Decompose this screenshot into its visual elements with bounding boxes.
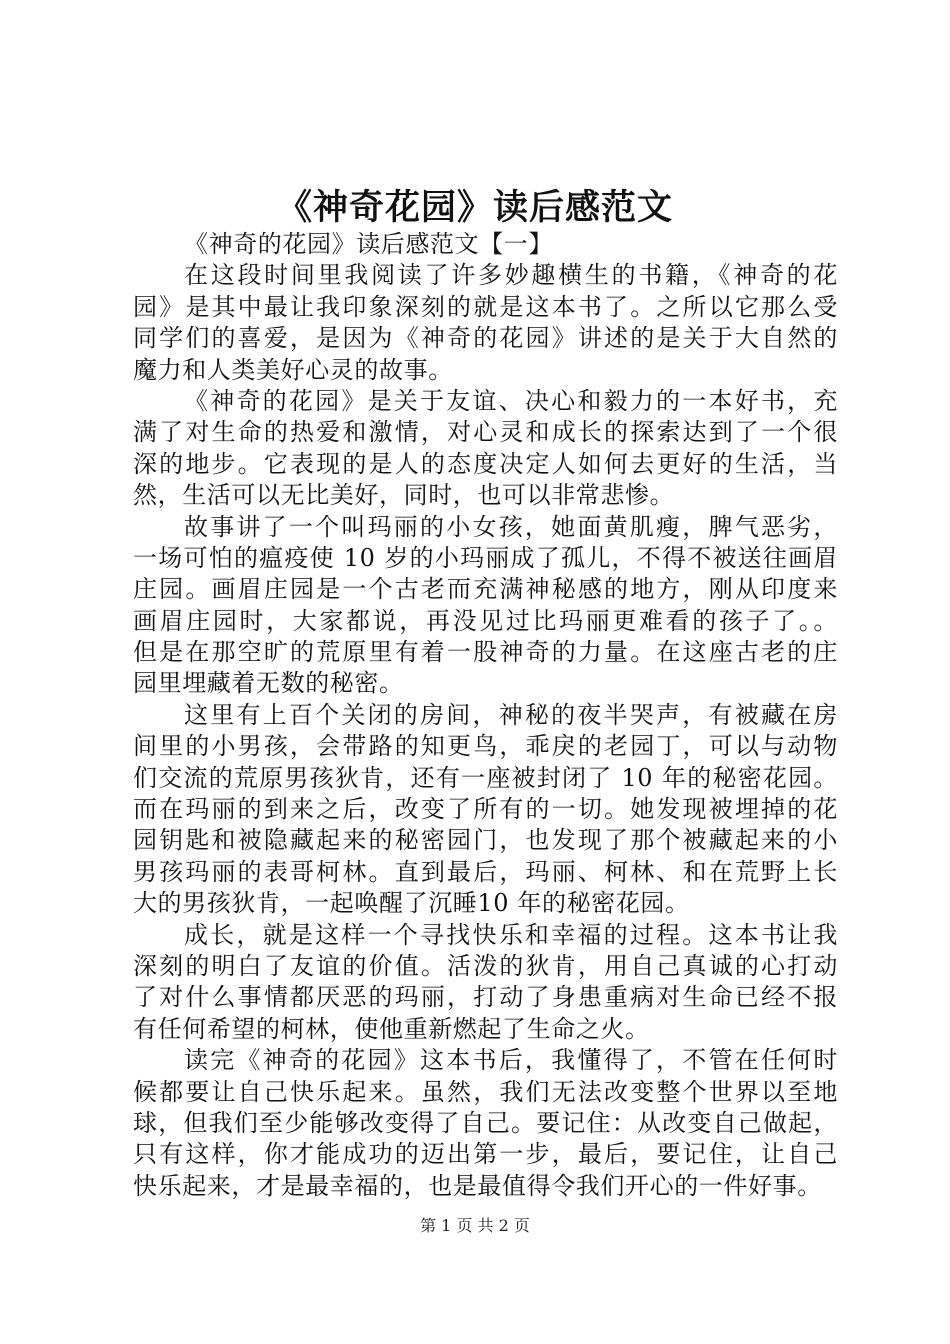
text-line: 一场可怕的瘟疫使 10 岁的小玛丽成了孤儿，不得不被送往画眉 [133, 543, 838, 572]
text-line: 园钥匙和被隐藏起来的秘密园门，也发现了那个被藏起来的小 [133, 826, 838, 855]
paragraph [133, 229, 838, 260]
paragraph [133, 260, 838, 386]
text-line: 只有这样，你才能成功的迈出第一步，最后，要记住，让自己 [133, 1140, 838, 1169]
text-line: 快乐起来，才是最幸福的，也是最值得令我们开心的一件好事。 [133, 1171, 822, 1200]
text-line: 在这段时间里我阅读了许多妙趣横生的书籍，《神奇的花 [184, 261, 838, 290]
text-line: 有任何希望的柯林，使他重新燃起了生命之火。 [133, 1014, 650, 1043]
paragraph [133, 700, 838, 920]
paragraph [133, 1045, 838, 1202]
paragraph [133, 512, 838, 700]
text-line: 深的地步。它表现的是人的态度决定人如何去更好的生活，当 [133, 449, 838, 478]
document-title: 《神奇花园》读后感范文 [276, 187, 673, 228]
text-line: 男孩玛丽的表哥柯林。直到最后，玛丽、柯林、和在荒野上长 [133, 857, 838, 886]
text-line: 园》是其中最让我印象深刻的就是这本书了。之所以它那么受 [133, 292, 838, 321]
text-line: 这里有上百个关闭的房间，神秘的夜半哭声，有被藏在房 [184, 700, 838, 729]
paragraph [133, 386, 838, 512]
text-line: 然，生活可以无比美好，同时，也可以非常悲惨。 [133, 481, 675, 510]
text-line: 球，但我们至少能够改变得了自己。要记住：从改变自己做起， [133, 1108, 838, 1137]
text-line: 魔力和人类美好心灵的故事。 [133, 355, 453, 384]
text-line: 画眉庄园时，大家都说，再没见过比玛丽更难看的孩子了。。 [133, 606, 838, 635]
text-line: 园里埋藏着无数的秘密。 [133, 669, 404, 698]
text-line: 《神奇的花园》是关于友谊、决心和毅力的一本好书，充 [184, 386, 838, 415]
text-line: 间里的小男孩，会带路的知更鸟，乖戾的老园丁，可以与动物 [133, 732, 838, 761]
text-line: 故事讲了一个叫玛丽的小女孩，她面黄肌瘦，脾气恶劣， [184, 512, 838, 541]
text-line: 满了对生命的热爱和激情，对心灵和成长的探索达到了一个很 [133, 418, 838, 447]
text-line: 《神奇的花园》读后感范文【一】 [184, 230, 553, 258]
text-line: 庄园。画眉庄园是一个古老而充满神秘感的地方，刚从印度来 [133, 575, 838, 604]
text-line: 但是在那空旷的荒原里有着一股神奇的力量。在这座古老的庄 [133, 638, 838, 667]
document-body [133, 229, 838, 1202]
text-line: 深刻的明白了友谊的价值。活泼的狄肯，用自己真诚的心打动 [133, 951, 838, 980]
page-footer: 第 1 页 共 2 页 [420, 1216, 530, 1235]
text-line: 同学们的喜爱，是因为《神奇的花园》讲述的是关于大自然的 [133, 324, 838, 353]
text-line: 而在玛丽的到来之后，改变了所有的一切。她发现被埋掉的花 [133, 795, 838, 824]
text-line: 读完《神奇的花园》这本书后，我懂得了，不管在任何时 [184, 1046, 838, 1075]
text-line: 们交流的荒原男孩狄肯，还有一座被封闭了 10 年的秘密花园。 [133, 763, 838, 792]
text-line: 成长，就是这样一个寻找快乐和幸福的过程。这本书让我 [184, 920, 838, 949]
text-line: 大的男孩狄肯，一起唤醒了沉睡10 年的秘密花园。 [133, 889, 690, 918]
text-line: 了对什么事情都厌恶的玛丽，打动了身患重病对生命已经不报 [133, 983, 838, 1012]
text-line: 候都要让自己快乐起来。虽然，我们无法改变整个世界以至地 [133, 1077, 838, 1106]
paragraph [133, 920, 838, 1046]
